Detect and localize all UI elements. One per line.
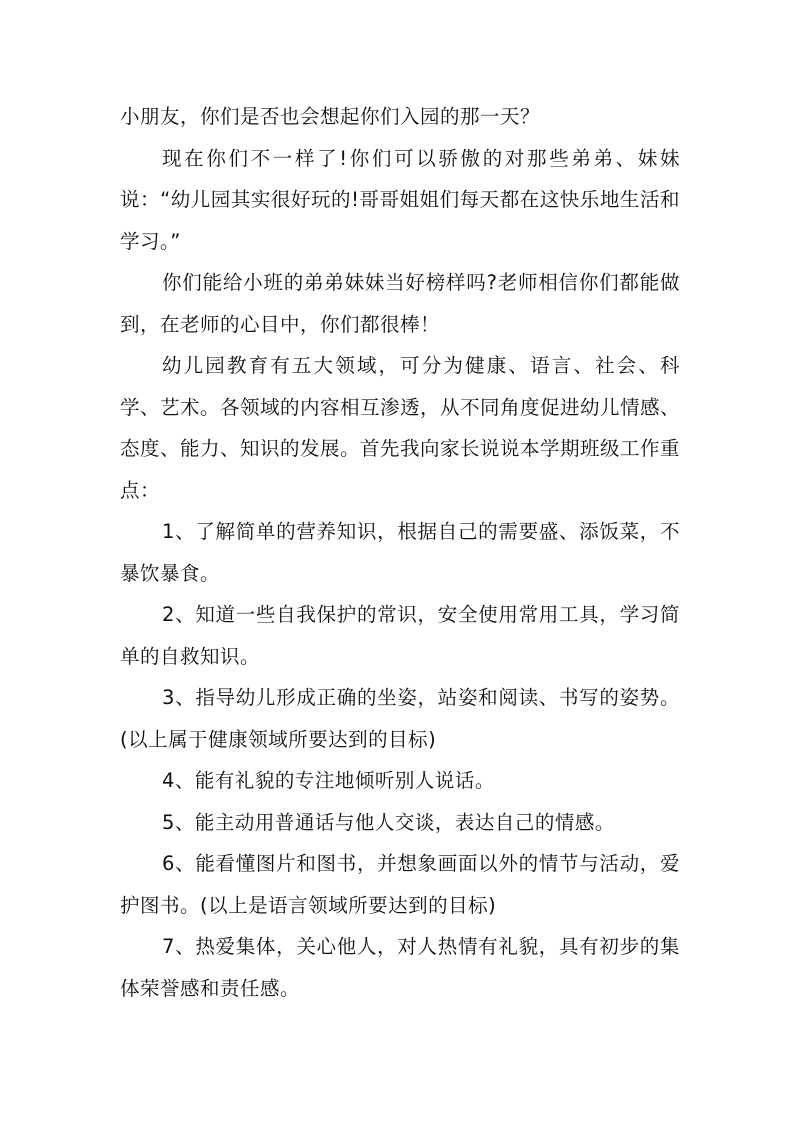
document-body: [120, 96, 680, 1009]
paragraph-intro-question: 小朋友，你们是否也会想起你们入园的那一天？: [120, 105, 541, 128]
paragraph-role-model: 你们能给小班的弟弟妹妹当好榜样吗?老师相信你们都能做到，在老师的心目中，你们都很棒！: [120, 271, 680, 336]
list-item-5: 5、能主动用普通话与他人交谈，表达自己的情感。: [162, 810, 615, 834]
list-item-6: 6、能看懂图片和图书，并想象画面以外的情节与活动，爱护图书。(以上是语言领域所要达到的目标): [120, 852, 680, 917]
list-item-3: 3、指导幼儿形成正确的坐姿，站姿和阅读、书写的姿势。(以上属于健康领域所要达到的目标): [120, 686, 680, 751]
list-item-2: 2、知道一些自我保护的常识，安全使用常用工具，学习简单的自救知识。: [120, 603, 680, 668]
paragraph-five-domains: 幼儿园教育有五大领域，可分为健康、语言、社会、科学、艺术。各领域的内容相互渗透，从不同角度促进幼儿情感、态度、能力、知识的发展。首先我向家长说说本学期班级工作重点：: [120, 354, 681, 502]
paragraph-now-different: 现在你们不一样了!你们可以骄傲的对那些弟弟、妹妹说：“幼儿园其实很好玩的!哥哥姐姐们每天都在这快乐地生活和学习。”: [120, 146, 680, 253]
list-item-7: 7、热爱集体，关心他人，对人热情有礼貌，具有初步的集体荣誉感和责任感。: [120, 935, 680, 1000]
list-item-4: 4、能有礼貌的专注地倾听别人说话。: [162, 769, 495, 792]
list-item-1: 1、了解简单的营养知识，根据自己的需要盛、添饭菜，不暴饮暴食。: [120, 520, 680, 585]
